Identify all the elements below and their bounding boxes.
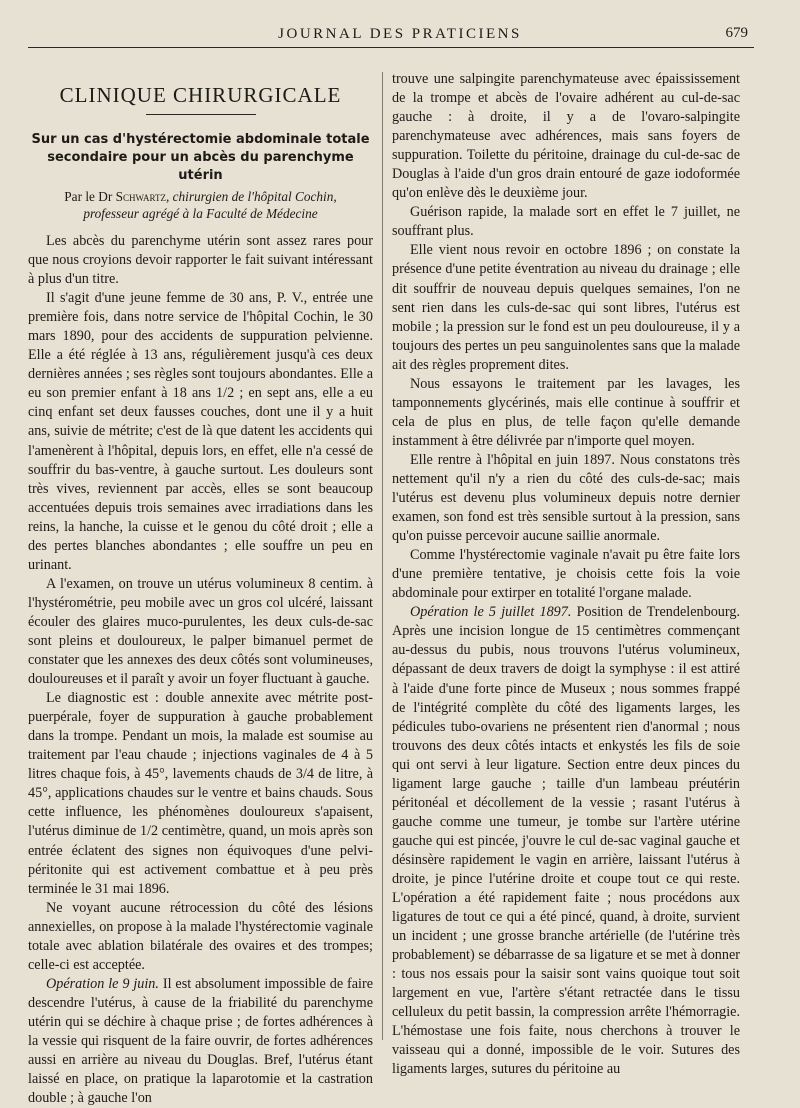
paragraph: Elle rentre à l'hôpital en juin 1897. Nous constatons très nettement qu'il n'y a rien du côté des culs-de-sac; mais l'utérus est devenu plus volumineux depuis notre dernier examen, son fond est très sensible surtout à la pression, sans qu'on puisse percevoir aucune saillie anormale. bbox=[392, 451, 740, 545]
article-title-line-2: secondaire pour un abcès du parenchyme utérin bbox=[47, 150, 354, 183]
page-number: 679 bbox=[725, 25, 748, 41]
paragraph: A l'examen, on trouve un utérus volumineux 8 centim. à l'hystérométrie, peu mobile avec un gros col ulcéré, laissant écouler des glaires muco-purulentes, les deux culs-de-sac sont pleins et douloureux, le palper bimanuel permet de constater que les annexes des deux côtés sont volumineuses, douloureuses et il paraît y avoir un foyer fluctuant à gauche. bbox=[28, 575, 373, 688]
header-rule bbox=[28, 47, 754, 48]
paragraph: Guérison rapide, la malade sort en effet le 7 juillet, ne souffrant plus. bbox=[392, 204, 740, 240]
page-header bbox=[0, 0, 800, 48]
byline-role-2: professeur agrégé à la Faculté de Médecine bbox=[83, 205, 318, 221]
paragraph-continued: trouve une salpingite parenchymateuse avec épaississement de la trompe et abcès de l'ovaire adhérent au cul-de-sac gauche : à droite, il y a de l'ovaro-salpingite parenchymateuse avec adhérences, mais sans foyers de suppuration. Toilette du péritoine, drainage du cul-de-sac de Douglas à l'aide d'un gros drain entouré de gaze iodoformée qu'on enlève dès le deuxième jour. bbox=[392, 71, 740, 202]
left-column bbox=[28, 70, 373, 1108]
operation-date-heading: Opération le 5 juillet 1897. bbox=[410, 604, 572, 621]
paragraph-text: Position de Trendelenbourg. Après une incision longue de 15 centimètres commençant au-dessus du pubis, nous trouvons l'utérus volumineux, dépassant de deux travers de doigt la symphyse : il est attiré à l'aide d'une forte pince de Museux ; nous sommes frappé de l'intégrité complète du côté des ligaments larges, les pédicules tubo-ovariens ne présentent rien d'anormal ; nous trouvons des deux côtés intacts et enkystés les fils de soie qui ont servi à leur ligature. Section entre deux pinces du ligament large gauche ; taille d'un lambeau préutérin péritonéal et décollement de la vessie ; rasant l'utérus à gauche comme une tumeur, je tombe sur l'artère utérine gauche qui est pincée, j'ouvre le cul de-sac vaginal gauche et désinsère rapidement le vagin en arrière, laissant l'utérus à droite, je pince l'utérine droite et coupe tout ce qui reste. L'opération a été rapidement faite ; nous procédons aux ligatures de tout ce qui a été pincé, quand, à droite, survient un incident ; une grosse branche artérielle (de l'utérine très probablement) se débarrasse de sa ligature et se met à donner : tous nos essais pour la saisir sont vains quoique tout soit largement en vue, l'artère s'étant retractée dans le tissu celluleux du petit bassin, la compression arrête l'hémorragie. L'hémostase une fois faite, nous cherchons à trouver le vaisseau qui a donné, impossible de le voir. Sutures des ligaments larges, sutures du péritoine au bbox=[392, 604, 740, 1078]
article-title-line-1: Sur un cas d'hystérectomie abdominale totale bbox=[31, 132, 370, 147]
paragraph: Le diagnostic est : double annexite avec métrite post-puerpérale, foyer de suppuration à gauche probablement dans la trompe. Pendant un mois, la malade est soumise au traitement par l'eau chaude ; injections vaginales de 4 à 5 litres chaque fois, à 45°, lavements chauds de 3/4 de litre, à 45°, applications chaudes sur le ventre et bains chauds. Sous cette influence, les phénomènes douloureux s'apaisent, l'utérus diminue de 1/2 centimètre, quand, un mois après son entrée éclatent des signes non équivoques d'une pelvi-péritonite qui est activement combattue et à peu près terminée le 31 mai 1896. bbox=[28, 690, 373, 897]
paragraph: Elle vient nous revoir en octobre 1896 ; on constate la présence d'une petite éventration au niveau du drainage ; elle dit souffrir de nouveau depuis quelques semaines, l'on ne sent rien dans les culs-de-sac qui sont libres, l'utérus est mobile ; la pression sur le fond est un peu douloureuse, il y a toujours des pertes un peu sanguinolentes sans que la malade ait des règles proprement dites. bbox=[392, 242, 740, 373]
section-title: CLINIQUE CHIRURGICALE bbox=[59, 83, 342, 107]
paragraph bbox=[28, 975, 373, 1108]
article-title bbox=[28, 131, 373, 185]
paragraph bbox=[392, 603, 740, 1079]
paragraph: Nous essayons le traitement par les lavages, les tamponnements glycérinés, mais elle continue à souffrir et cela de plus en plus, de telle façon qu'elle demande instamment à être délivrée par n'importe quel moyen. bbox=[392, 375, 740, 449]
paragraph-text: Il est absolument impossible de faire descendre l'utérus, à cause de la friabilité du parenchyme utérin qui se déchire à chaque prise ; de fortes adhérences à la vessie qui risquent de la faire ouvrir, de fortes adhérences aussi en arrière au niveau du Douglas. Bref, l'utérus étant laissé en place, on pratique la laparotomie et la castration double ; à gauche l'on bbox=[28, 975, 373, 1107]
byline-prefix: Par le Dr bbox=[64, 189, 116, 204]
column-divider bbox=[382, 72, 383, 1040]
paragraph: Il s'agit d'une jeune femme de 30 ans, P. V., entrée une première fois, dans notre service de l'hôpital Cochin, le 30 mars 1890, pour des accidents de suppuration pelvienne. Elle a été réglée à 13 ans, régulièrement jusqu'à ces deux dernières années ; ses règles sont toujours abondantes. Elle a eu son premier enfant à 18 ans 1/2 ; en sept ans, elle a eu cinq enfant set deux fausses couches, dont une il y a huit ans, suivie de métrite; c'est de là que datent les accidents qui l'amenèrent à l'hôpital, depuis lors, en effet, elle n'a cessé de souffrir du bas-ventre, à gauche surtout. Les douleurs sont très vives, reviennent par accès, elles se sont beaucoup accentuées depuis trois semaines avec irradiations dans les reins, la hanche, la cuisse et le genou du côté droit ; elle a des pertes blanches abondantes ; elle souffre un peu en urinant. bbox=[28, 290, 373, 573]
operation-date-heading: Opération le 9 juin. bbox=[46, 975, 159, 992]
section-title-rule bbox=[146, 114, 256, 115]
byline bbox=[28, 189, 373, 222]
paragraph: Comme l'hystérectomie vaginale n'avait pu être faite lors d'une première tentative, je choisis cette fois la voie abdominale pour extirper en totalité l'organe malade. bbox=[392, 547, 740, 602]
byline-role-1: , chirurgien de l'hôpital Cochin, bbox=[165, 189, 337, 204]
right-column bbox=[392, 70, 740, 1079]
byline-author: Schwartz bbox=[115, 189, 166, 204]
running-title: JOURNAL DES PRATICIENS bbox=[278, 26, 522, 42]
paragraph: Les abcès du parenchyme utérin sont assez rares pour que nous croyions devoir rapporter le fait suivant intéressant à plus d'un titre. bbox=[28, 233, 373, 288]
paragraph: Ne voyant aucune rétrocession du côté des lésions annexielles, on propose à la malade l'hystérectomie vaginale totale avec ablation bilatérale des ovaires et des trompes; celle-ci est acceptée. bbox=[28, 899, 373, 973]
